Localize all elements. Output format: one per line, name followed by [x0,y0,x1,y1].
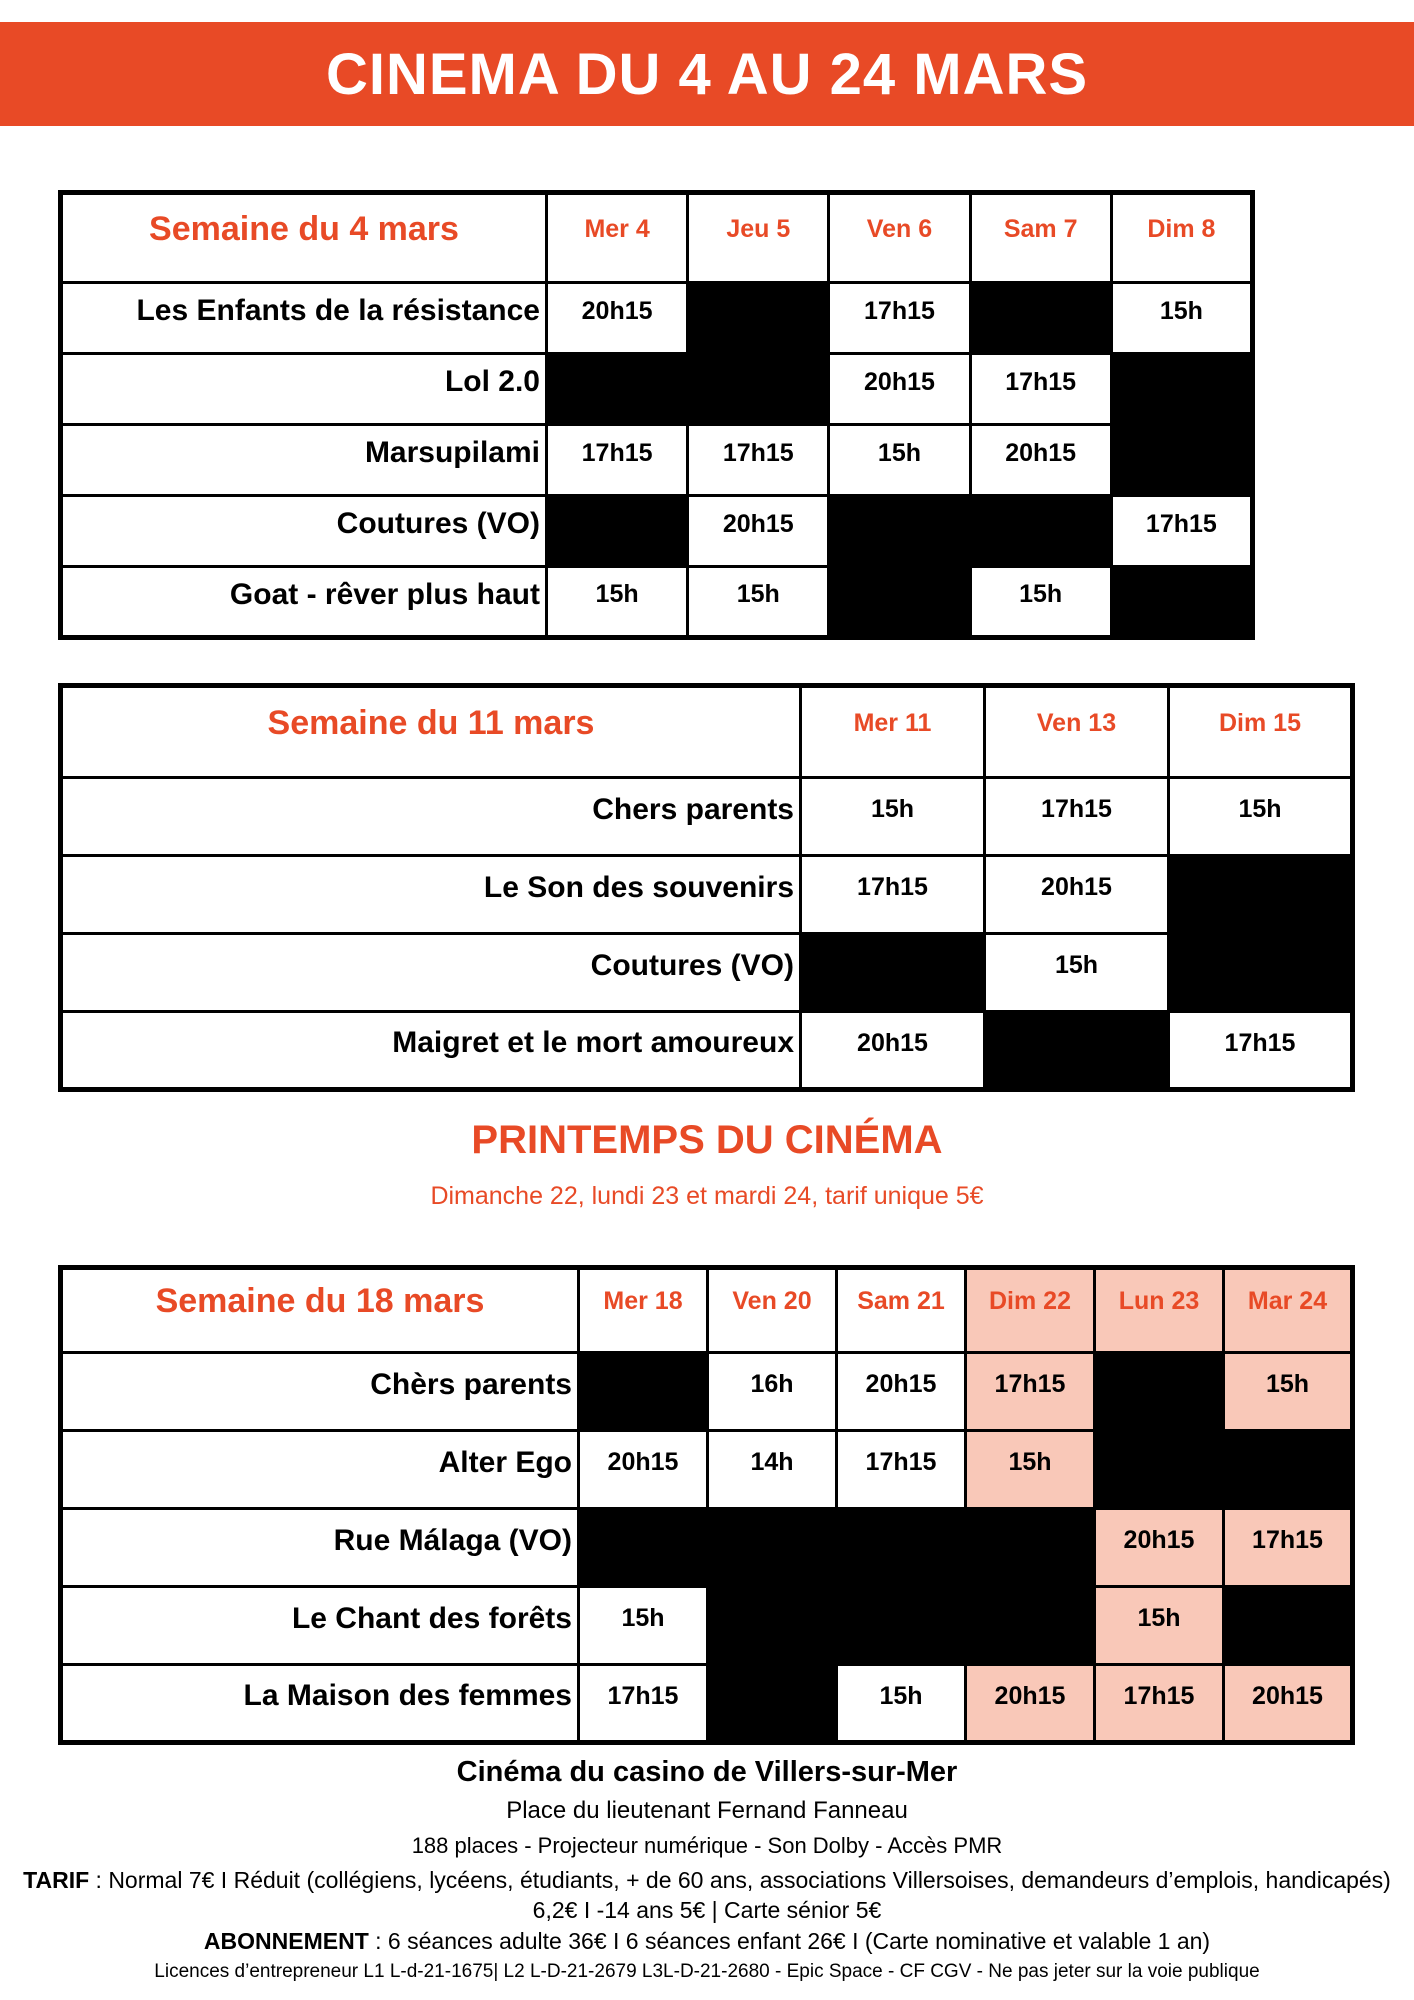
closed-cell [1095,1431,1224,1509]
film-row [61,425,1253,496]
showtime-cell: 20h15 [579,1431,708,1509]
abonnement-line [0,1928,1414,1955]
showtime-cell: 17h15 [547,425,688,496]
closed-cell [966,1587,1095,1665]
film-row [61,1431,1353,1509]
showtime-cell: 15h [837,1665,966,1743]
week-title: Semaine du 4 mars [61,193,547,283]
banner [0,22,1414,126]
day-header: Ven 6 [829,193,970,283]
day-header: Mer 4 [547,193,688,283]
showtime-cell: 15h [985,934,1169,1012]
showtime-cell: 15h [1111,283,1252,354]
showtime-cell: 16h [708,1353,837,1431]
showtime-cell: 15h [1095,1587,1224,1665]
closed-cell [837,1509,966,1587]
film-title: Coutures (VO) [61,496,547,567]
day-header: Ven 13 [985,686,1169,778]
film-title: Goat - rêver plus haut [61,567,547,638]
closed-cell [708,1509,837,1587]
closed-cell [1095,1353,1224,1431]
showtime-cell: 20h15 [829,354,970,425]
film-title: Les Enfants de la résistance [61,283,547,354]
closed-cell [708,1587,837,1665]
promo-subtitle: Dimanche 22, lundi 23 et mardi 24, tarif unique 5€ [430,1182,984,1210]
showtime-cell: 20h15 [837,1353,966,1431]
showtime-cell: 20h15 [970,425,1111,496]
closed-cell [547,496,688,567]
week-title: Semaine du 11 mars [61,686,801,778]
venue-features: 188 places - Projecteur numérique - Son Dolby - Accès PMR [411,1833,1003,1858]
day-header: Dim 15 [1169,686,1353,778]
tarif-line [5,1865,1409,1926]
closed-cell [1111,567,1252,638]
showtime-cell: 15h [1169,778,1353,856]
day-header: Ven 20 [708,1268,837,1353]
day-header: Jeu 5 [688,193,829,283]
showtime-cell: 20h15 [1224,1665,1353,1743]
day-header: Dim 22 [966,1268,1095,1353]
abonnement-text: : 6 séances adulte 36€ I 6 séances enfant 26€ I (Carte nominative et valable 1 an) [368,1927,1211,1954]
showtime-cell: 17h15 [837,1431,966,1509]
showtime-cell: 17h15 [1169,1012,1353,1090]
closed-cell [1111,354,1252,425]
showtime-cell: 17h15 [1095,1665,1224,1743]
closed-cell [829,567,970,638]
film-row [61,1012,1353,1090]
closed-cell [966,1509,1095,1587]
abonnement-label: ABONNEMENT [203,1927,369,1954]
closed-cell [970,283,1111,354]
showtime-cell: 17h15 [1111,496,1252,567]
film-title: Le Son des souvenirs [61,856,801,934]
closed-cell [1224,1431,1353,1509]
header-row [61,686,1353,778]
film-title: Rue Málaga (VO) [61,1509,579,1587]
film-title: Le Chant des forêts [61,1587,579,1665]
showtime-cell: 15h [970,567,1111,638]
showtime-cell: 15h [1224,1353,1353,1431]
film-row [61,778,1353,856]
film-row [61,1353,1353,1431]
showtime-cell: 15h [688,567,829,638]
closed-cell [688,283,829,354]
footer [0,1756,1414,1983]
licences-line: Licences d’entrepreneur L1 L-d-21-1675| L2 L-D-21-2679 L3L-D-21-2680 - Epic Space - CF CGV - Ne pas jeter sur la voie publique [154,1960,1260,1982]
showtime-cell: 20h15 [801,1012,985,1090]
tarif-label: TARIF [23,1867,90,1893]
showtime-cell: 15h [801,778,985,856]
closed-cell [801,934,985,1012]
closed-cell [579,1509,708,1587]
closed-cell [547,354,688,425]
showtime-cell: 20h15 [688,496,829,567]
schedule-table-week-18-mars [58,1265,1355,1745]
film-row [61,856,1353,934]
day-header: Mar 24 [1224,1268,1353,1353]
film-title: La Maison des femmes [61,1665,579,1743]
closed-cell [837,1587,966,1665]
promo-title: PRINTEMPS DU CINÉMA [471,1118,943,1162]
showtime-cell: 20h15 [1095,1509,1224,1587]
venue-name: Cinéma du casino de Villers-sur-Mer [456,1756,958,1788]
day-header: Mer 18 [579,1268,708,1353]
closed-cell [688,354,829,425]
film-title: Chers parents [61,778,801,856]
venue-address: Place du lieutenant Fernand Fanneau [506,1797,908,1824]
showtime-cell: 17h15 [829,283,970,354]
film-title: Maigret et le mort amoureux [61,1012,801,1090]
day-header: Mer 11 [801,686,985,778]
film-row [61,934,1353,1012]
film-title: Lol 2.0 [61,354,547,425]
film-row [61,1665,1353,1743]
film-row [61,567,1253,638]
film-row [61,354,1253,425]
showtime-cell: 17h15 [966,1353,1095,1431]
closed-cell [1224,1587,1353,1665]
closed-cell [1169,934,1353,1012]
day-header: Sam 7 [970,193,1111,283]
film-row [61,283,1253,354]
showtime-cell: 17h15 [985,778,1169,856]
tarif-text: : Normal 7€ I Réduit (collégiens, lycéens, étudiants, + de 60 ans, associations Villersoises, demandeurs d’emplois, handicapés) 6,2€ I -14 ans 5€ | Carte sénior 5€ [89,1867,1391,1924]
film-row [61,1509,1353,1587]
showtime-cell: 17h15 [579,1665,708,1743]
closed-cell [1111,425,1252,496]
banner-title: CINEMA DU 4 AU 24 MARS [325,41,1089,107]
film-title: Alter Ego [61,1431,579,1509]
schedule-table-week-11-mars [58,683,1355,1092]
showtime-cell: 20h15 [985,856,1169,934]
showtime-cell: 20h15 [966,1665,1095,1743]
showtime-cell: 17h15 [970,354,1111,425]
closed-cell [1169,856,1353,934]
header-row [61,193,1253,283]
showtime-cell: 15h [547,567,688,638]
showtime-cell: 15h [966,1431,1095,1509]
showtime-cell: 15h [579,1587,708,1665]
closed-cell [708,1665,837,1743]
film-row [61,1587,1353,1665]
showtime-cell: 17h15 [801,856,985,934]
film-title: Coutures (VO) [61,934,801,1012]
showtime-cell: 14h [708,1431,837,1509]
closed-cell [579,1353,708,1431]
showtime-cell: 17h15 [688,425,829,496]
day-header: Lun 23 [1095,1268,1224,1353]
week-title: Semaine du 18 mars [61,1268,579,1353]
film-row [61,496,1253,567]
day-header: Sam 21 [837,1268,966,1353]
film-title: Marsupilami [61,425,547,496]
closed-cell [985,1012,1169,1090]
day-header: Dim 8 [1111,193,1252,283]
header-row [61,1268,1353,1353]
showtime-cell: 17h15 [1224,1509,1353,1587]
closed-cell [829,496,970,567]
closed-cell [970,496,1111,567]
schedule-table-week-4-mars [58,190,1255,640]
showtime-cell: 15h [829,425,970,496]
showtime-cell: 20h15 [547,283,688,354]
film-title: Chèrs parents [61,1353,579,1431]
